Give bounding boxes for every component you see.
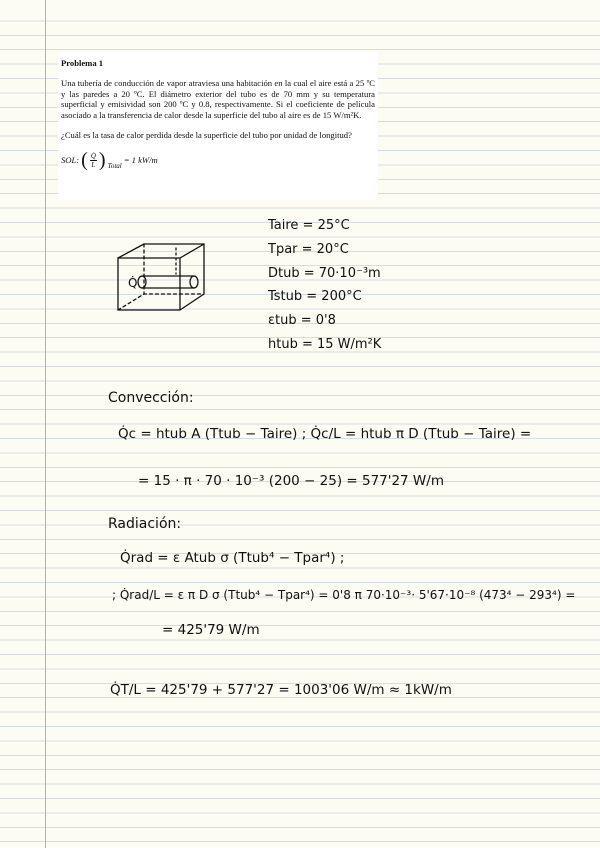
conveccion-equation-2: = 15 · π · 70 · 10⁻³ (200 − 25) = 577'27 W/m	[138, 473, 444, 489]
room-pipe-sketch	[112, 240, 212, 318]
solution-fraction	[90, 152, 97, 169]
solution-value: = 1 kW/m	[123, 155, 158, 166]
problem-statement-box	[58, 52, 378, 200]
solution-fraction-den: L	[91, 160, 96, 169]
problem-title: Problema 1	[61, 58, 104, 68]
solution-line: SOL: ( $\frac{Q̇}{L}$ ) Total = 1 kW/m	[61, 149, 158, 172]
radiacion-equation-1: Q̇rad = ε Atub σ (Ttub⁴ − Tpar⁴) ;	[120, 550, 345, 566]
solution-subscript: Total	[107, 162, 122, 171]
given-h-tub: htub = 15 W/m²K	[268, 337, 382, 352]
solution-label: SOL:	[61, 155, 80, 166]
conveccion-heading: Convección:	[108, 390, 194, 406]
given-ts-tub: Tstub = 200°C	[268, 289, 362, 304]
total-equation: Q̇T/L = 425'79 + 577'27 = 1003'06 W/m ≈ 1kW/m	[110, 682, 452, 698]
given-t-aire: Taire = 25°C	[268, 218, 350, 233]
radiacion-heading: Radiación:	[108, 516, 182, 532]
radiacion-equation-3: = 425'79 W/m	[162, 622, 260, 638]
notebook-margin-line	[45, 0, 46, 848]
solution-fraction-num: Q̇	[90, 151, 96, 160]
problem-statement: Una tubería de conducción de vapor atraviesa una habitación en la cual el aire está a 25 ºC y las paredes a 20 ºC. El diámetro exterior del tubo es de 70 mm y su temperatura superficial y emisividad son 200 ºC y 0.8, respectivamente. Si el coeficiente de película asociado a la transferencia de calor desde la superficie del tubo al aire es de 15 W/m²K.	[61, 78, 375, 120]
given-t-pared: Tpar = 20°C	[268, 242, 349, 257]
sketch-heat-label: Q̇	[128, 276, 138, 290]
problem-question: ¿Cuál es la tasa de calor perdida desde la superficie del tubo por unidad de longitud?	[61, 130, 352, 141]
conveccion-equation-1: Q̇c = htub A (Ttub − Taire) ; Q̇c/L = htub π D (Ttub − Taire) =	[118, 426, 532, 442]
given-emissivity: εtub = 0'8	[268, 313, 336, 328]
radiacion-equation-2: ; Q̇rad/L = ε π D σ (Ttub⁴ − Tpar⁴) = 0'8 π 70·10⁻³· 5'67·10⁻⁸ (473⁴ − 293⁴) =	[112, 588, 576, 602]
given-d-tub: Dtub = 70·10⁻³m	[268, 266, 381, 281]
